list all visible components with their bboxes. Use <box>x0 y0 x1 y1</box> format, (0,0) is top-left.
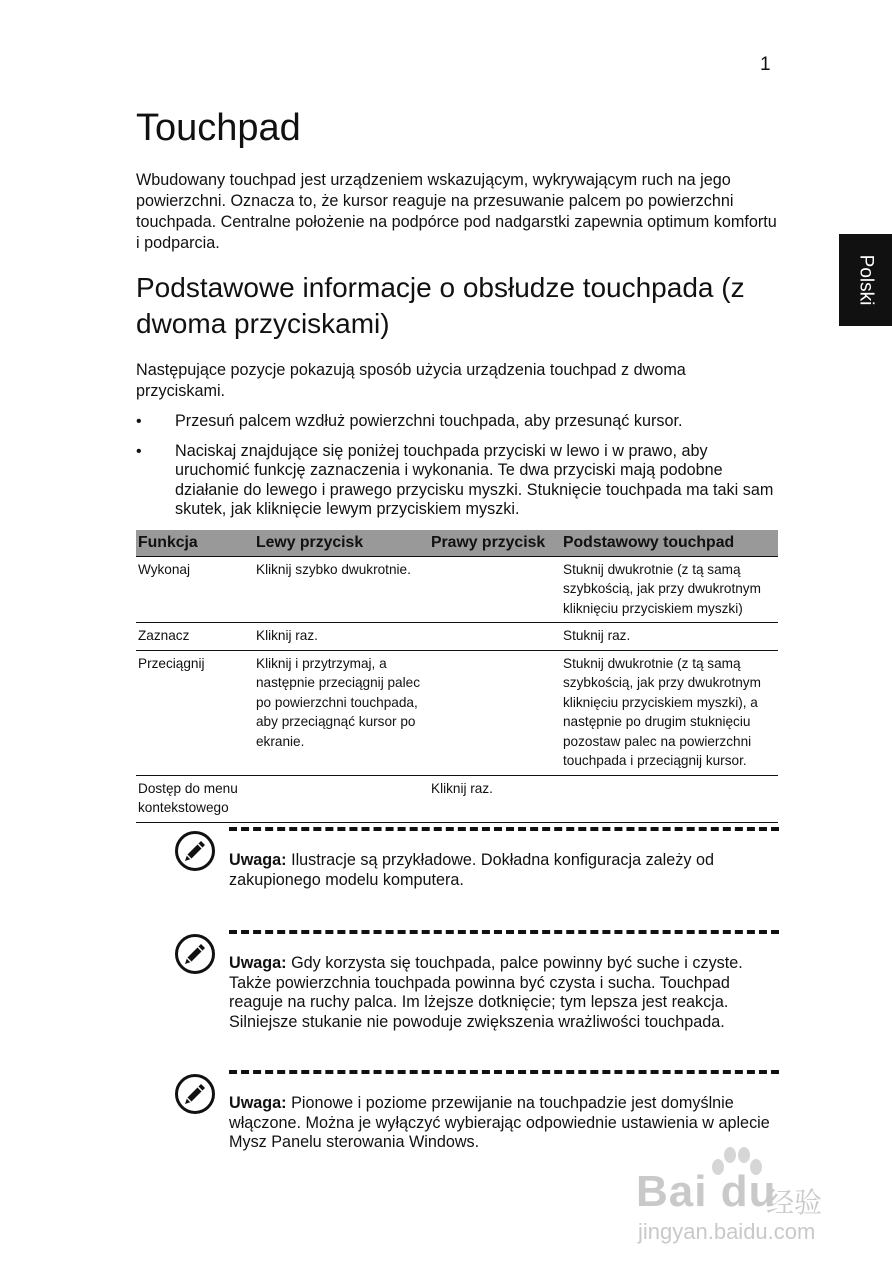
note <box>175 930 779 1055</box>
basics-heading: Podstawowe informacje o obsłudze touchpada (z dwoma przyciskami) <box>136 272 745 339</box>
list-item-text: Przesuń palcem wzdłuż powierzchni touchpada, aby przesunąć kursor. <box>175 412 683 430</box>
table-cell: Kliknij raz. <box>254 623 429 651</box>
note-body: Gdy korzysta się touchpada, palce powinny być suche i czyste. Także powierzchnia touchpada powinna być czysta i sucha. Touchpad reaguje na ruchy palca. Im lżejsze dotknięcie; tym lepsza jest reakcja. Silniejsze stukanie nie powoduje zwiększenia wrażliwości touchpada. <box>229 954 743 1031</box>
note <box>175 827 779 915</box>
table-cell: Kliknij szybko dwukrotnie. <box>254 556 429 623</box>
table-cell: Dostęp do menu kontekstowego <box>136 775 254 822</box>
language-tab <box>839 234 892 326</box>
list-item-text: Naciskaj znajdujące się poniżej touchpada przyciski w lewo i w prawo, aby uruchomić funkcję zaznaczenia i wykonania. Te dwa przyciski mają podobne działanie do lewego i prawego przycisku myszki. Stuknięcie touchpada ma taki sam skutek, jak kliknięcie lewym przyciskiem myszki. <box>175 441 774 518</box>
page-title: Touchpad <box>136 107 301 149</box>
table-cell: Kliknij raz. <box>429 775 561 822</box>
table-row <box>136 650 778 775</box>
list-item <box>136 442 778 520</box>
table-cell: Stuknij dwukrotnie (z tą samą szybkością, jak przy dwukrotnym kliknięciu przyciskiem myszki) <box>561 556 778 623</box>
watermark-brand: Bai du <box>636 1167 777 1216</box>
table-header-row <box>136 530 778 557</box>
basics-intro: Następujące pozycje pokazują sposób użycia urządzenia touchpad z dwoma przyciskami. <box>136 361 686 400</box>
note-label: Uwaga: <box>229 1094 287 1112</box>
note-text <box>229 954 779 1032</box>
touchpad-intro: Wbudowany touchpad jest urządzeniem wskazującym, wykrywającym ruch na jego powierzchni. Oznacza to, że kursor reaguje na przesuwanie palcem po powierzchni touchpada. Centralne położenie na podpórce pod nadgarstki zapewnia optimum komfortu i podparcia. <box>136 171 777 252</box>
note-label: Uwaga: <box>229 954 287 972</box>
table-cell: Kliknij i przytrzymaj, a następnie przeciągnij palec po powierzchni touchpada, aby przeciągnąć kursor po ekranie. <box>254 650 429 775</box>
note <box>175 1070 779 1153</box>
bullet-icon: • <box>136 442 142 460</box>
watermark-url: jingyan.baidu.com <box>638 1219 816 1244</box>
bullet-list <box>136 412 778 520</box>
table-cell: Zaznacz <box>136 623 254 651</box>
table-header-cell: Podstawowy touchpad <box>561 530 778 557</box>
watermark-chinese: 经验 <box>766 1187 823 1218</box>
note-divider <box>229 827 779 831</box>
table-header-cell: Lewy przycisk <box>254 530 429 557</box>
table-row <box>136 556 778 623</box>
note-text <box>229 1094 779 1153</box>
main-content <box>136 104 778 823</box>
table-cell <box>429 556 561 623</box>
note-pen-icon <box>175 831 215 871</box>
note-divider <box>229 1070 779 1074</box>
table-cell <box>429 650 561 775</box>
bullet-icon: • <box>136 413 142 430</box>
note-pen-icon <box>175 934 215 974</box>
note-label: Uwaga: <box>229 851 287 869</box>
note-text <box>229 851 779 890</box>
language-tab-label: Polski <box>855 254 877 306</box>
page-number: 1 <box>760 54 771 75</box>
note-pen-icon <box>175 1074 215 1114</box>
function-table <box>136 530 778 823</box>
table-cell: Wykonaj <box>136 556 254 623</box>
table-cell: Przeciągnij <box>136 650 254 775</box>
note-body: Ilustracje są przykładowe. Dokładna konfiguracja zależy od zakupionego modelu komputera. <box>229 851 714 889</box>
note-divider <box>229 930 779 934</box>
table-cell: Stuknij raz. <box>561 623 778 651</box>
table-row <box>136 623 778 651</box>
table-cell <box>429 623 561 651</box>
notes-section <box>175 812 779 1153</box>
watermark <box>636 1145 846 1255</box>
note-body: Pionowe i poziome przewijanie na touchpadzie jest domyślnie włączone. Można je wyłączyć wybierając odpowiednie ustawienia w aplecie Mysz Panelu sterowania Windows. <box>229 1094 770 1151</box>
table-header-cell: Funkcja <box>136 530 254 557</box>
table-header-cell: Prawy przycisk <box>429 530 561 557</box>
list-item <box>136 412 778 432</box>
table-cell: Stuknij dwukrotnie (z tą samą szybkością, jak przy dwukrotnym kliknięciu przyciskiem myszki), a następnie po drugim stuknięciu pozostaw palec na powierzchni touchpada i przeciągnij kursor. <box>561 650 778 775</box>
